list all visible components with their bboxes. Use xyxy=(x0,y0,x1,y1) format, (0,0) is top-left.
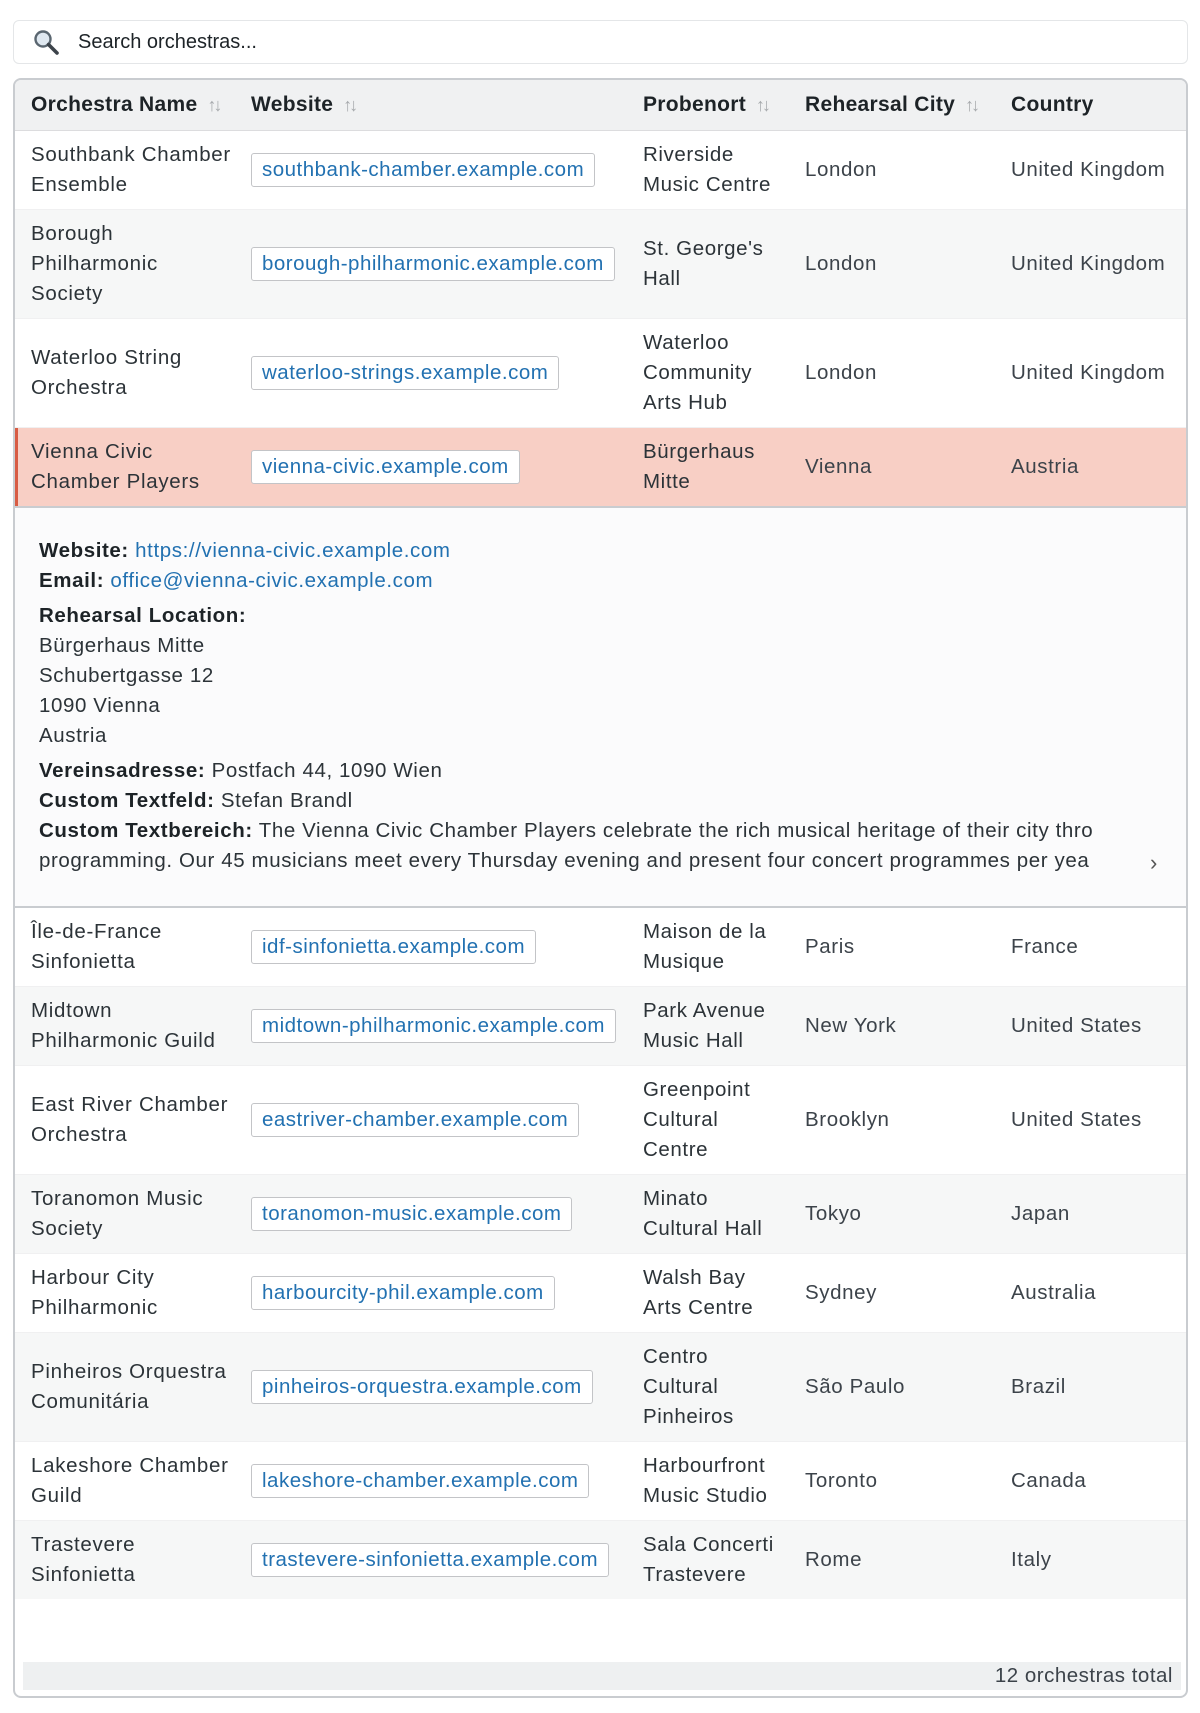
orchestra-name: Trastevere Sinfonietta xyxy=(31,1532,136,1586)
sort-icon[interactable]: ↑↓ xyxy=(756,94,769,115)
orchestra-name-cell xyxy=(15,1065,235,1174)
rehearsal-venue: Maison de la Musique xyxy=(643,919,767,973)
website-cell xyxy=(235,907,627,987)
detail-address-value: Postfach 44, 1090 Wien xyxy=(211,758,443,782)
detail-email-link[interactable]: office@vienna-civic.example.com xyxy=(110,568,434,592)
orchestra-name: Harbour City Philharmonic xyxy=(31,1265,158,1319)
column-header-city[interactable]: Rehearsal City ↑↓ xyxy=(789,80,995,130)
orchestra-name: Midtown Philharmonic Guild xyxy=(31,998,216,1052)
city-cell xyxy=(789,1174,995,1253)
country: Australia xyxy=(1011,1280,1097,1304)
search-bar[interactable] xyxy=(13,20,1188,64)
table-row[interactable] xyxy=(15,318,1188,427)
country-cell xyxy=(995,907,1188,987)
rehearsal-city: Brooklyn xyxy=(805,1107,890,1131)
rehearsal-city: London xyxy=(805,157,878,181)
rehearsal-city: São Paulo xyxy=(805,1374,906,1398)
country-cell xyxy=(995,1520,1188,1599)
website-cell xyxy=(235,1520,627,1599)
country: United States xyxy=(1011,1107,1142,1131)
website-link[interactable]: midtown-philharmonic.example.com xyxy=(251,1009,616,1043)
website-link[interactable]: trastevere-sinfonietta.example.com xyxy=(251,1543,609,1577)
detail-textarea-value: programming. Our 45 musicians meet every Thursday evening and present four concert programmes per yea xyxy=(39,848,1090,872)
probenort-cell xyxy=(627,427,789,507)
scroll-right-icon[interactable]: › xyxy=(1150,850,1158,875)
rehearsal-city: Paris xyxy=(805,934,855,958)
country-cell xyxy=(995,130,1188,209)
city-cell xyxy=(789,986,995,1065)
rehearsal-venue: Bürgerhaus Mitte xyxy=(643,439,755,493)
table-row[interactable] xyxy=(15,209,1188,318)
website-link[interactable]: lakeshore-chamber.example.com xyxy=(251,1464,589,1498)
website-link[interactable]: waterloo-strings.example.com xyxy=(251,356,559,390)
website-cell xyxy=(235,1174,627,1253)
rehearsal-venue: St. George's Hall xyxy=(643,236,764,290)
orchestra-name-cell xyxy=(15,1174,235,1253)
orchestra-name-cell xyxy=(15,1253,235,1332)
column-header-probenort[interactable]: Probenort ↑↓ xyxy=(627,80,789,130)
rehearsal-city: Vienna xyxy=(805,454,873,478)
column-header-name[interactable]: Orchestra Name ↑↓ xyxy=(15,80,235,130)
detail-textarea-value: The Vienna Civic Chamber Players celebrate the rich musical heritage of their city thro xyxy=(258,818,1094,842)
city-cell xyxy=(789,318,995,427)
orchestra-name-cell xyxy=(15,427,235,507)
table-row[interactable] xyxy=(15,986,1188,1065)
rehearsal-city: London xyxy=(805,360,878,384)
sort-icon[interactable]: ↑↓ xyxy=(207,94,220,115)
website-link[interactable]: southbank-chamber.example.com xyxy=(251,153,595,187)
website-cell xyxy=(235,209,627,318)
detail-location-line: Austria xyxy=(39,723,108,747)
rehearsal-city: Toronto xyxy=(805,1468,878,1492)
probenort-cell xyxy=(627,130,789,209)
orchestra-name: Waterloo String Orchestra xyxy=(31,345,183,399)
detail-location-line: 1090 Vienna xyxy=(39,693,161,717)
orchestra-name-cell xyxy=(15,209,235,318)
country-cell xyxy=(995,427,1188,507)
table-row[interactable] xyxy=(15,907,1188,987)
city-cell xyxy=(789,1253,995,1332)
website-link[interactable]: vienna-civic.example.com xyxy=(251,450,520,484)
table-row[interactable] xyxy=(15,1332,1188,1441)
probenort-cell xyxy=(627,1332,789,1441)
country: Italy xyxy=(1011,1547,1052,1571)
table-row[interactable] xyxy=(15,1441,1188,1520)
table-row[interactable] xyxy=(15,1065,1188,1174)
website-cell xyxy=(235,130,627,209)
website-cell xyxy=(235,1253,627,1332)
city-cell xyxy=(789,1332,995,1441)
country: United Kingdom xyxy=(1011,251,1166,275)
probenort-cell xyxy=(627,986,789,1065)
probenort-cell xyxy=(627,1441,789,1520)
column-header-country[interactable]: Country xyxy=(995,80,1188,130)
country: Brazil xyxy=(1011,1374,1066,1398)
rehearsal-venue: Waterloo Community Arts Hub xyxy=(643,330,753,414)
orchestra-name: Pinheiros Orquestra Comunitária xyxy=(31,1359,227,1413)
detail-textfield-value: Stefan Brandl xyxy=(220,788,353,812)
country-cell xyxy=(995,1174,1188,1253)
table-footer xyxy=(23,1662,1181,1690)
detail-website-link[interactable]: https://vienna-civic.example.com xyxy=(135,538,451,562)
table-row[interactable] xyxy=(15,1520,1188,1599)
country: France xyxy=(1011,934,1079,958)
rehearsal-venue: Centro Cultural Pinheiros xyxy=(643,1344,734,1428)
city-cell xyxy=(789,1520,995,1599)
website-link[interactable]: borough-philharmonic.example.com xyxy=(251,247,615,281)
orchestra-name: Île-de-France Sinfonietta xyxy=(31,919,163,973)
orchestra-name-cell xyxy=(15,1520,235,1599)
probenort-cell xyxy=(627,1520,789,1599)
website-cell xyxy=(235,1332,627,1441)
rehearsal-venue: Walsh Bay Arts Centre xyxy=(643,1265,754,1319)
country-cell xyxy=(995,1065,1188,1174)
probenort-cell xyxy=(627,1174,789,1253)
country-cell xyxy=(995,1441,1188,1520)
website-link[interactable]: eastriver-chamber.example.com xyxy=(251,1103,579,1137)
detail-address-label: Vereinsadresse: xyxy=(39,758,206,782)
rehearsal-venue: Harbourfront Music Studio xyxy=(643,1453,768,1507)
website-link[interactable]: pinheiros-orquestra.example.com xyxy=(251,1370,593,1404)
website-cell xyxy=(235,1065,627,1174)
rehearsal-city: Sydney xyxy=(805,1280,877,1304)
probenort-cell xyxy=(627,209,789,318)
orchestra-name-cell xyxy=(15,1441,235,1520)
probenort-cell xyxy=(627,1253,789,1332)
orchestra-count: 12 orchestras total xyxy=(994,1664,1173,1687)
rehearsal-city: New York xyxy=(805,1013,897,1037)
detail-textfield-label: Custom Textfeld: xyxy=(39,788,215,812)
probenort-cell xyxy=(627,318,789,427)
rehearsal-venue: Riverside Music Centre xyxy=(643,142,771,196)
orchestra-name: East River Chamber Orchestra xyxy=(31,1092,229,1146)
country: Canada xyxy=(1011,1468,1087,1492)
orchestra-name: Southbank Chamber Ensemble xyxy=(31,142,231,196)
sort-icon[interactable]: ↑↓ xyxy=(343,94,356,115)
rehearsal-city: Tokyo xyxy=(805,1201,862,1225)
orchestra-name: Lakeshore Chamber Guild xyxy=(31,1453,229,1507)
rehearsal-venue: Minato Cultural Hall xyxy=(643,1186,763,1240)
website-cell xyxy=(235,1441,627,1520)
city-cell xyxy=(789,130,995,209)
column-header-website[interactable]: Website ↑↓ xyxy=(235,80,627,130)
website-link[interactable]: toranomon-music.example.com xyxy=(251,1197,572,1231)
orchestra-name-cell xyxy=(15,130,235,209)
table-row[interactable] xyxy=(15,1174,1188,1253)
orchestra-name-cell xyxy=(15,318,235,427)
rehearsal-city: London xyxy=(805,251,878,275)
probenort-cell xyxy=(627,1065,789,1174)
rehearsal-city: Rome xyxy=(805,1547,863,1571)
detail-textarea-label: Custom Textbereich: xyxy=(39,818,253,842)
country-cell xyxy=(995,1253,1188,1332)
detail-row xyxy=(15,507,1188,907)
detail-email-label: Email: xyxy=(39,568,105,592)
rehearsal-venue: Park Avenue Music Hall xyxy=(643,998,766,1052)
country-cell xyxy=(995,1332,1188,1441)
orchestra-name-cell xyxy=(15,1332,235,1441)
country: Japan xyxy=(1011,1201,1070,1225)
sort-icon[interactable]: ↑↓ xyxy=(965,94,978,115)
orchestra-name: Toranomon Music Society xyxy=(31,1186,204,1240)
country-cell xyxy=(995,209,1188,318)
website-cell xyxy=(235,986,627,1065)
table-header-row xyxy=(15,80,1188,130)
detail-location-label: Rehearsal Location: xyxy=(39,603,247,627)
website-cell xyxy=(235,318,627,427)
city-cell xyxy=(789,907,995,987)
country: United States xyxy=(1011,1013,1142,1037)
table-row[interactable] xyxy=(15,130,1188,209)
orchestra-table xyxy=(13,78,1188,1698)
country: United Kingdom xyxy=(1011,360,1166,384)
country: Austria xyxy=(1011,454,1080,478)
city-cell xyxy=(789,1441,995,1520)
orchestra-name: Borough Philharmonic Society xyxy=(31,221,158,305)
country: United Kingdom xyxy=(1011,157,1166,181)
website-cell xyxy=(235,427,627,507)
orchestra-name-cell xyxy=(15,986,235,1065)
table-row-selected[interactable] xyxy=(15,427,1188,507)
country-cell xyxy=(995,318,1188,427)
website-link[interactable]: idf-sinfonietta.example.com xyxy=(251,930,536,964)
orchestra-name: Vienna Civic Chamber Players xyxy=(31,439,200,493)
search-input[interactable] xyxy=(78,31,978,54)
detail-panel xyxy=(15,507,1188,907)
table-row[interactable] xyxy=(15,1253,1188,1332)
city-cell xyxy=(789,427,995,507)
website-link[interactable]: harbourcity-phil.example.com xyxy=(251,1276,555,1310)
country-cell xyxy=(995,986,1188,1065)
detail-website-label: Website: xyxy=(39,538,129,562)
detail-location-line: Bürgerhaus Mitte xyxy=(39,633,205,657)
orchestra-name-cell xyxy=(15,907,235,987)
detail-location-line: Schubertgasse 12 xyxy=(39,663,214,687)
probenort-cell xyxy=(627,907,789,987)
rehearsal-venue: Greenpoint Cultural Centre xyxy=(643,1077,751,1161)
city-cell xyxy=(789,1065,995,1174)
rehearsal-venue: Sala Concerti Trastevere xyxy=(643,1532,774,1586)
search-icon xyxy=(32,28,60,56)
city-cell xyxy=(789,209,995,318)
